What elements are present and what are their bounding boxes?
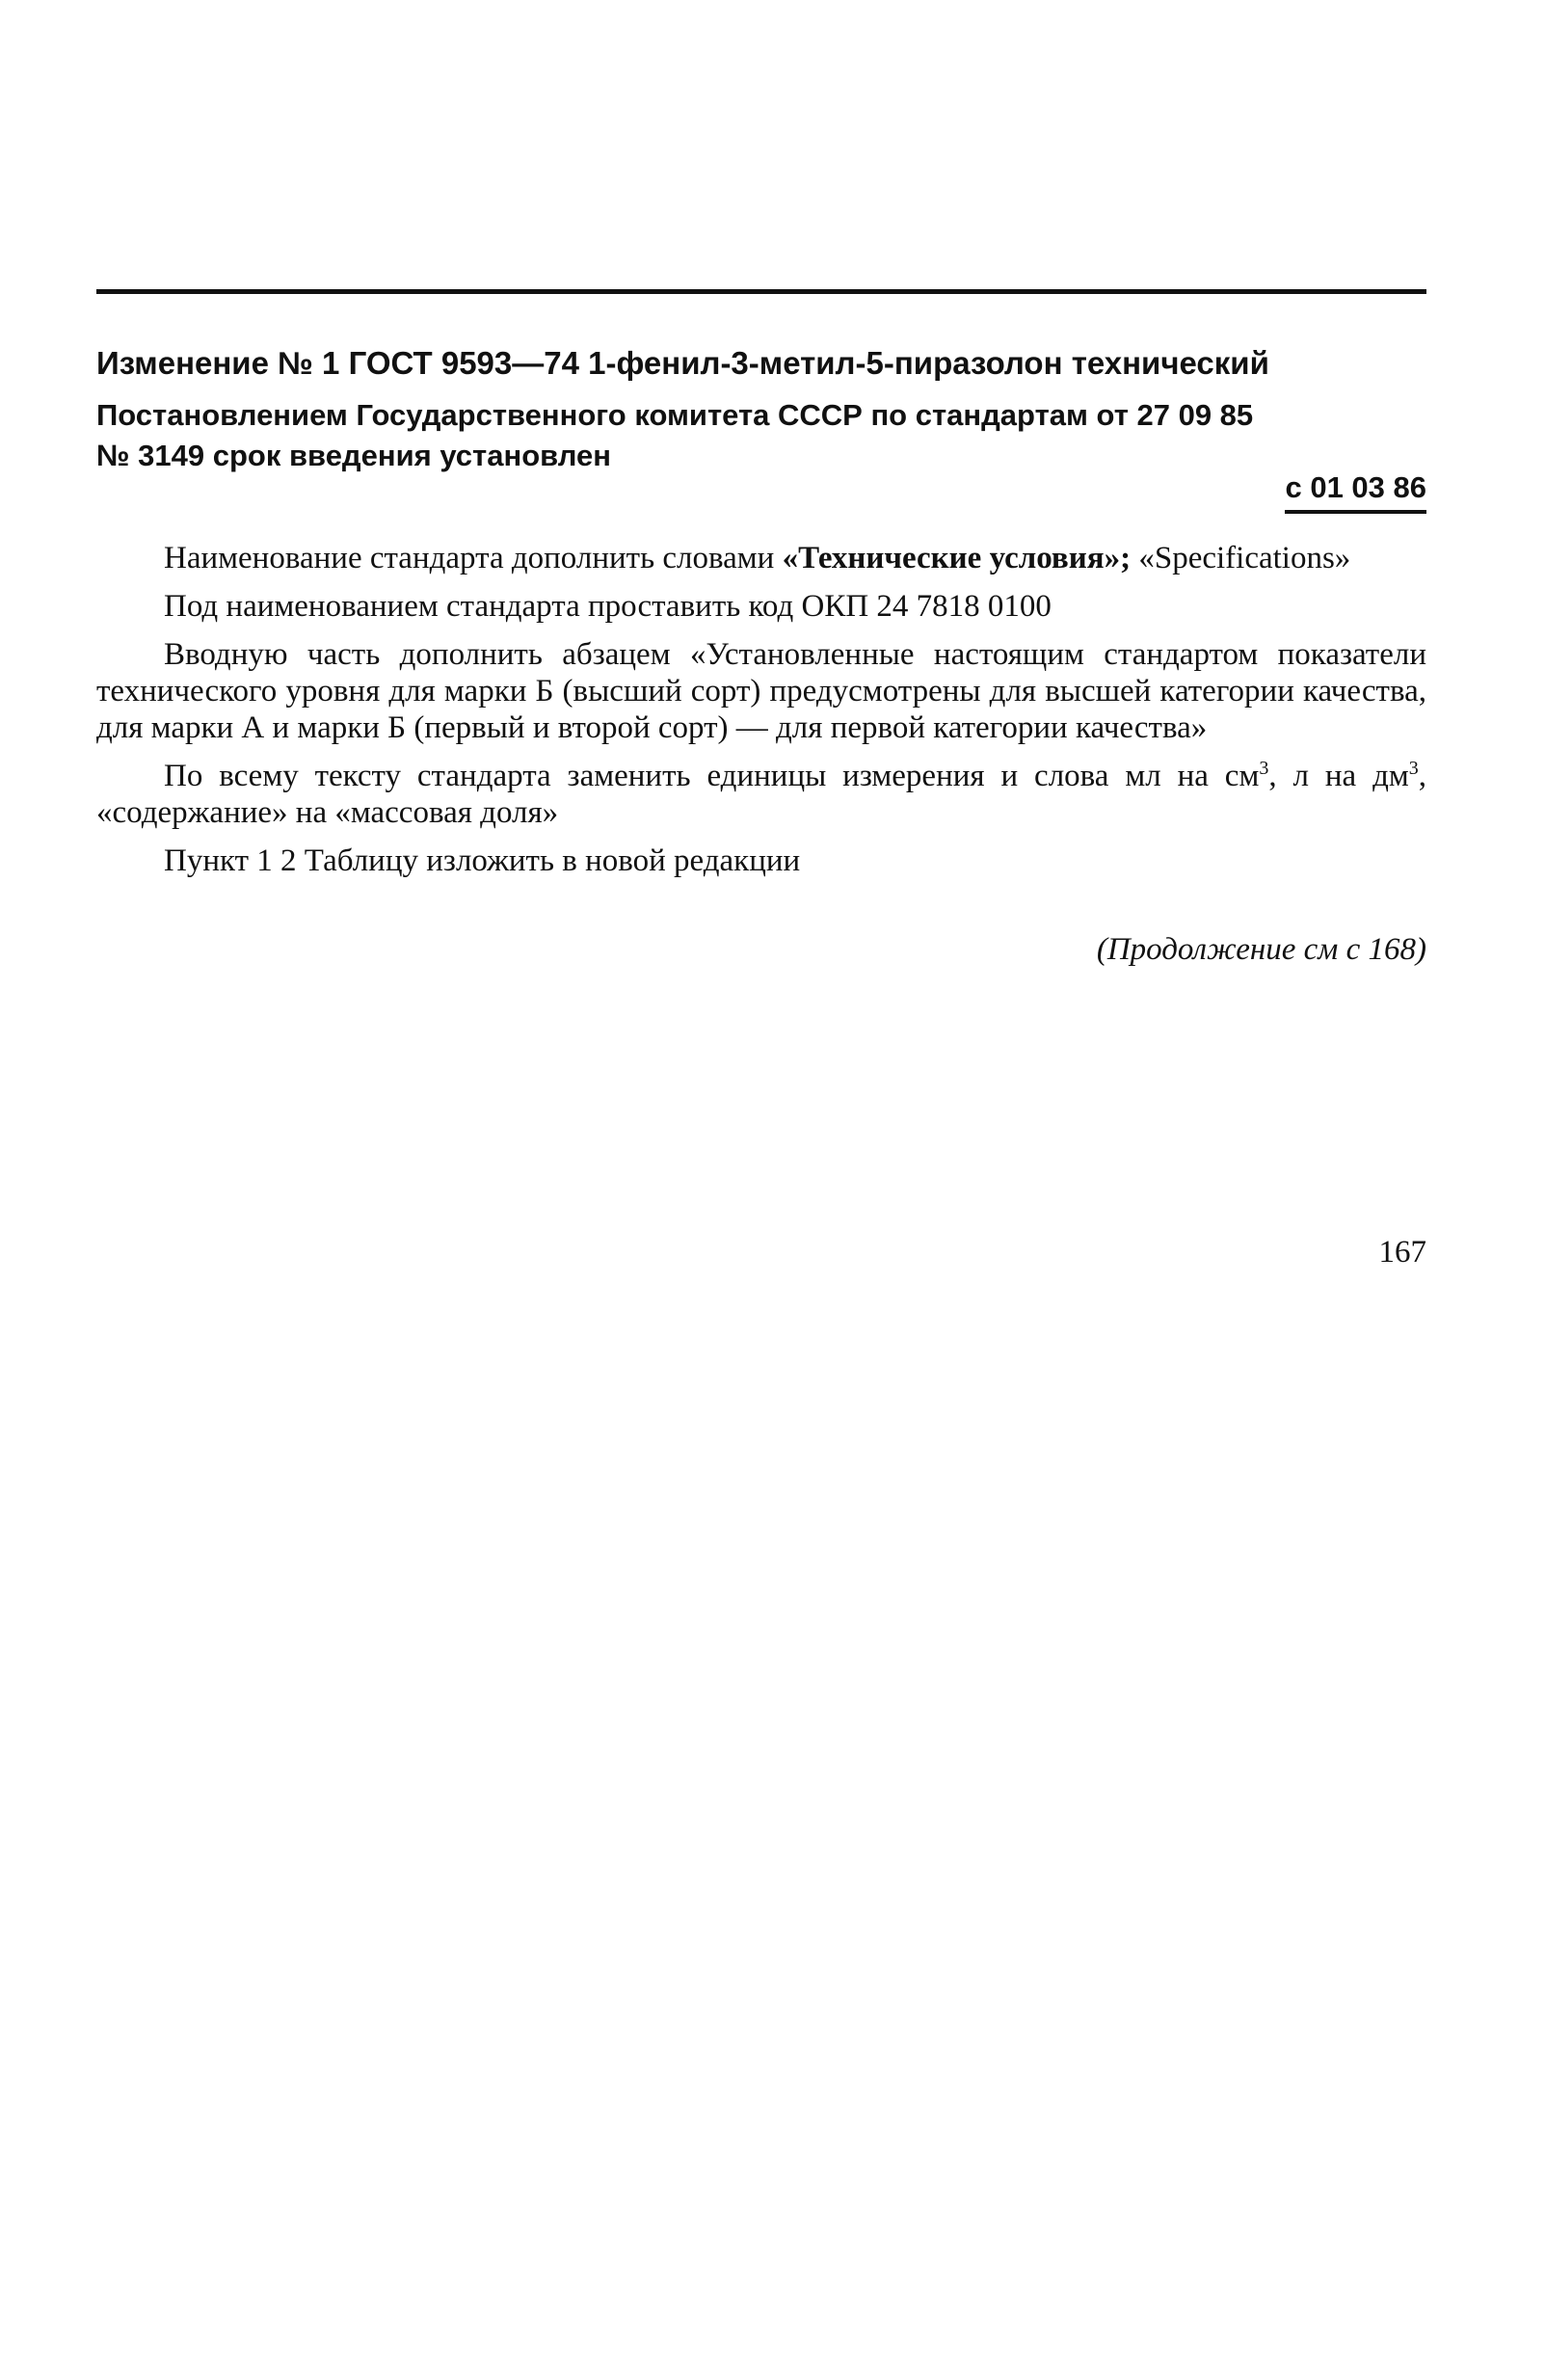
top-rule	[96, 289, 1426, 294]
amendment-heading: Изменение № 1 ГОСТ 9593—74 1-фенил-3-метил-5-пиразолон технический	[96, 345, 1269, 381]
p1-tail-text: «Specifications»	[1131, 541, 1351, 575]
decree-line-2: № 3149 срок введения установлен	[96, 439, 612, 472]
paragraph-intro-addition: Вводную часть дополнить абзацем «Установленные настоящим стандартом показатели технического уровня для марки Б (высший сорт) предусмотрены для высшей категории качества, для марки А и марки Б (первый и второй сорт) — для первой категории качества»	[96, 637, 1426, 745]
p1-text: Наименование стандарта дополнить словами	[164, 541, 783, 575]
decree-line-1: Постановлением Государственного комитета СССР по стандартам от 27 09 85	[96, 398, 1254, 432]
p4-text-a: По всему тексту стандарта заменить единицы измерения и слова мл на см	[164, 759, 1260, 793]
effective-date: с 01 03 86	[1285, 468, 1426, 514]
paragraph-okp-code: Под наименованием стандарта проставить код ОКП 24 7818 0100	[164, 589, 1052, 624]
p1-bold-text: «Технические условия»;	[782, 541, 1132, 575]
page-number: 167	[1378, 1235, 1426, 1270]
p4-superscript-1: 3	[1259, 758, 1269, 779]
p4-text-b: , л на дм	[1268, 759, 1409, 793]
p4-superscript-2: 3	[1408, 758, 1419, 779]
paragraph-title-addition	[96, 540, 1426, 576]
paragraph-table-clause: Пункт 1 2 Таблицу изложить в новой редакции	[164, 843, 801, 878]
paragraph-units-replacement	[96, 758, 1426, 831]
continuation-note: (Продолжение см с 168)	[1096, 932, 1426, 967]
p4-text-c: , «содержание» на «массовая доля»	[96, 759, 1426, 830]
decree-block	[96, 395, 1426, 476]
body-text	[96, 540, 1426, 891]
